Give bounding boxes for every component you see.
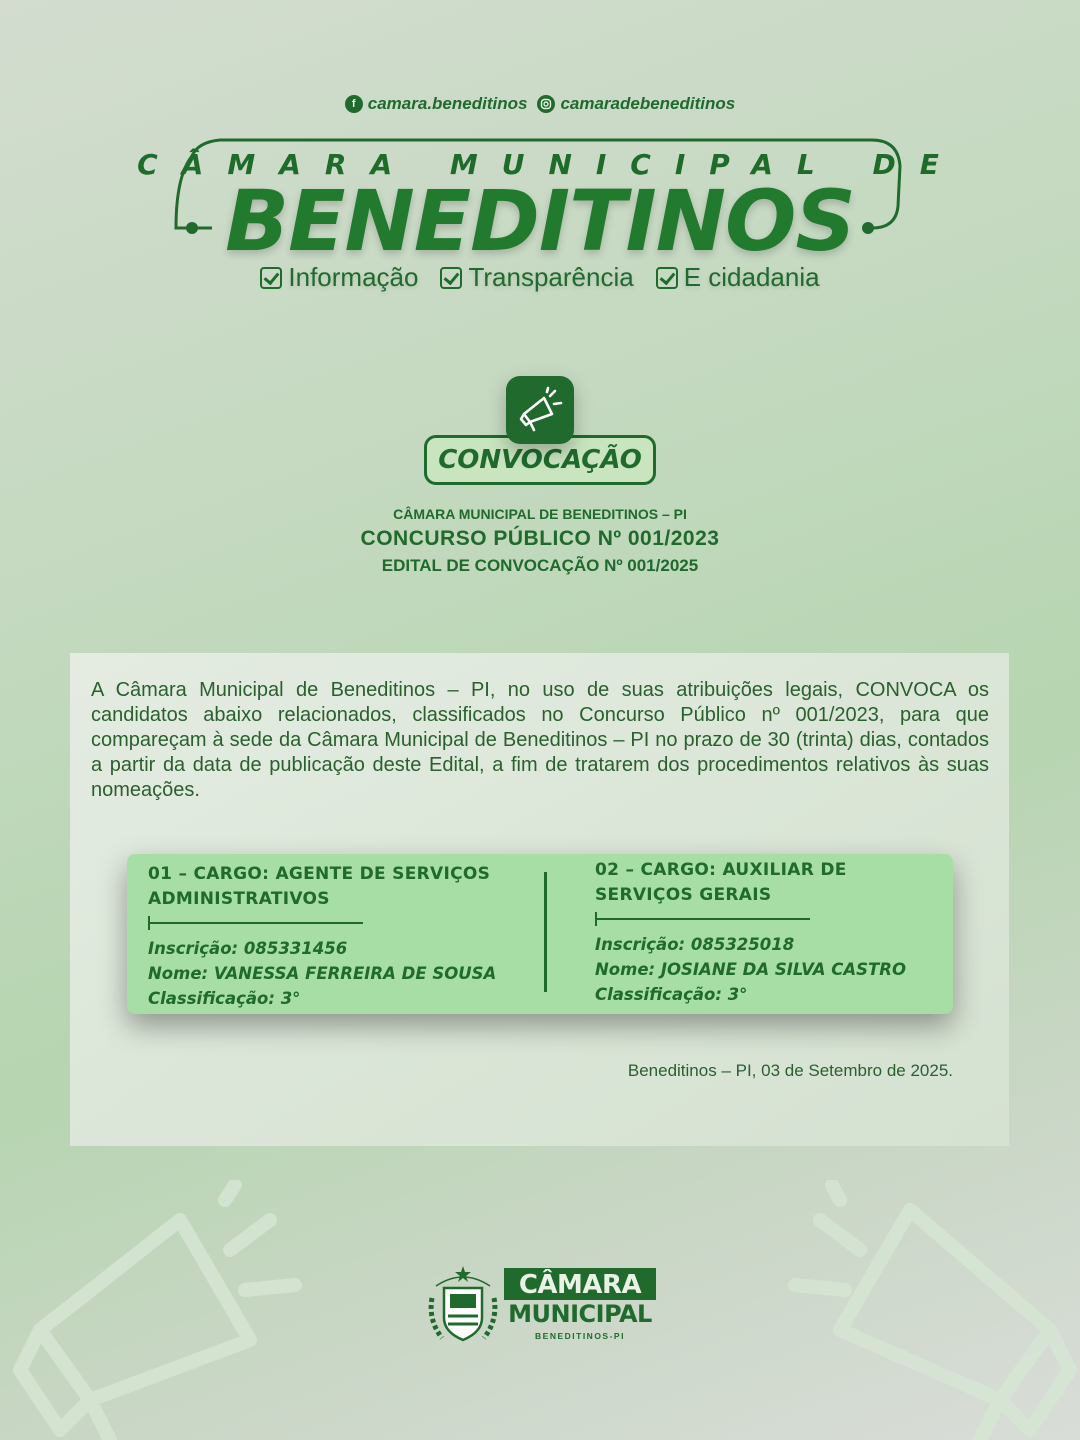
convocacao-badge: CONVOCAÇÃO: [424, 435, 656, 485]
candidate-cargo: 02 – CARGO: AUXILIAR DE SERVIÇOS GERAIS: [595, 860, 847, 905]
megaphone-deco-right-icon: [760, 1180, 1080, 1440]
instagram-handle[interactable]: [537, 94, 735, 114]
megaphone-icon: [514, 384, 566, 436]
facebook-handle[interactable]: [345, 94, 528, 114]
header-title-big: BENEDITINOS: [225, 172, 855, 270]
notice-edital: EDITAL DE CONVOCAÇÃO Nº 001/2025: [381, 556, 699, 575]
candidate-classificacao: Classificação: 3°: [148, 989, 301, 1008]
instagram-icon: [537, 95, 555, 113]
candidate-classificacao: Classificação: 3°: [595, 985, 748, 1004]
candidate-entry: [595, 858, 995, 1007]
candidate-cargo: 01 – CARGO: AGENTE DE SERVIÇOS ADMINISTRATIVOS: [148, 864, 491, 909]
candidate-entry: [148, 862, 548, 1011]
notice-body: A Câmara Municipal de Beneditinos – PI, no uso de suas atribuições legais, CONVOCA os candidatos abaixo relacionados, classificados no Concurso Público nº 001/2023, para que compareçam à sede da Câmara Municipal de Beneditinos – PI no prazo de 30 (trinta) dias, contados a partir da data de publicação deste Edital, a fim de tratarem dos procedimentos relativos às suas nomeações.: [91, 679, 989, 801]
candidate-nome: Nome: VANESSA FERREIRA DE SOUSA: [148, 964, 497, 983]
camara-logo: [424, 1258, 656, 1348]
logo-line2: MUNICIPAL: [508, 1300, 652, 1328]
tagline-item: [260, 262, 418, 293]
instagram-handle-text: camaradebeneditinos: [560, 94, 736, 113]
divider-line: [595, 912, 995, 926]
taglines: [0, 262, 1080, 293]
header-title-small: CÂMARA MUNICIPAL DE: [137, 148, 963, 181]
candidate-nome: Nome: JOSIANE DA SILVA CASTRO: [595, 960, 907, 979]
tagline-item: [656, 262, 820, 293]
logo-line3: BENEDITINOS-PI: [535, 1331, 625, 1341]
candidates-card: [127, 854, 953, 1014]
megaphone-deco-left-icon: [0, 1180, 330, 1440]
notice-institution: CÂMARA MUNICIPAL DE BENEDITINOS – PI: [393, 506, 687, 522]
date-line: Beneditinos – PI, 03 de Setembro de 2025.: [627, 1061, 953, 1080]
tagline-text: Informação: [288, 262, 419, 292]
facebook-icon: f: [345, 95, 363, 113]
municipal-seal-icon: [424, 1258, 502, 1348]
tagline-text: E cidadania: [683, 262, 820, 292]
checkbox-icon: [260, 267, 282, 289]
candidate-inscricao: Inscrição: 085325018: [595, 935, 795, 954]
logo-line1: CÂMARA: [504, 1268, 656, 1300]
tagline-text: Transparência: [468, 262, 634, 292]
social-handles: [0, 94, 1080, 114]
megaphone-badge: [506, 376, 574, 444]
tagline-item: [440, 262, 633, 293]
vertical-divider: [544, 872, 547, 992]
facebook-handle-text: camara.beneditinos: [367, 94, 528, 113]
checkbox-icon: [440, 267, 462, 289]
notice-contest: CONCURSO PÚBLICO Nº 001/2023: [360, 527, 720, 550]
checkbox-icon: [656, 267, 678, 289]
divider-line: [148, 916, 548, 930]
candidate-inscricao: Inscrição: 085331456: [148, 939, 348, 958]
